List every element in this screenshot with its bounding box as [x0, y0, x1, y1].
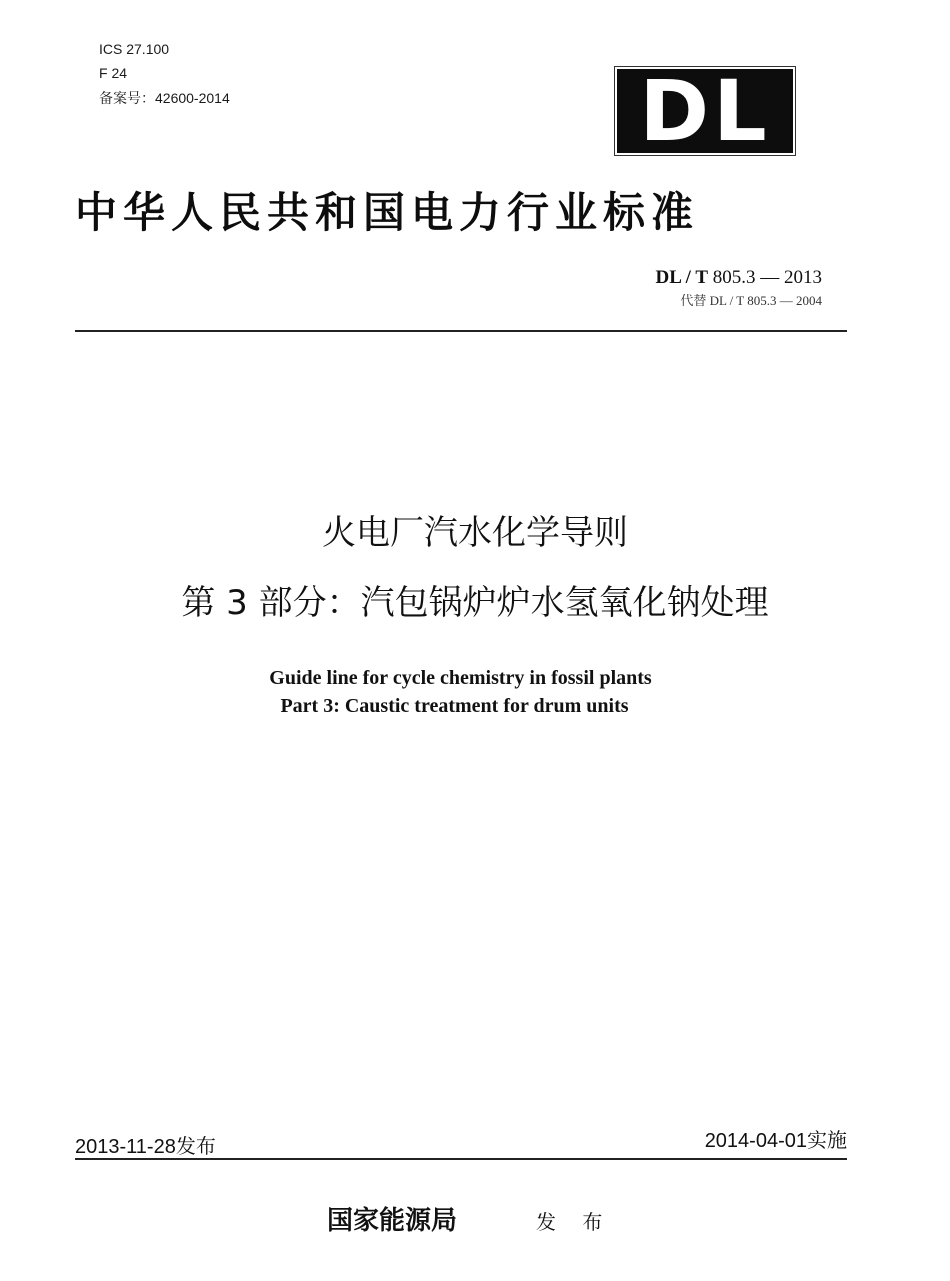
- standard-code-number: 805.3 — 2013: [712, 267, 822, 288]
- standard-code: [656, 266, 822, 290]
- ics-code: ICS 27.100: [99, 41, 170, 57]
- industry-standard-title: 中华人民共和国电力行业标准: [75, 188, 700, 237]
- issue-label: 发 布: [536, 1210, 613, 1234]
- implementation-date: 2014-04-01实施: [704, 1130, 847, 1152]
- standard-code-prefix: DL / T: [655, 267, 708, 288]
- english-title-line-2: Part 3: Caustic treatment for drum units: [280, 695, 629, 717]
- ccs-code: F 24: [99, 65, 128, 81]
- dl-logo: [614, 66, 796, 156]
- chinese-title-line-2: 第 3 部分：汽包锅炉炉水氢氧化钠处理: [181, 583, 769, 623]
- dl-logo-text: DL: [617, 69, 793, 153]
- english-title-line-1: Guide line for cycle chemistry in fossil plants: [269, 667, 652, 689]
- chinese-title-line-1: 火电厂汽水化学导则: [322, 513, 628, 553]
- issue-date: 2013-11-28发布: [75, 1136, 216, 1158]
- footer-divider: [75, 1158, 847, 1160]
- record-number: 备案号：42600-2014: [99, 90, 230, 106]
- replaces-standard: 代替 DL / T 805.3 — 2004: [680, 293, 822, 308]
- issuing-authority: 国家能源局: [327, 1206, 458, 1236]
- header-divider: [75, 330, 847, 332]
